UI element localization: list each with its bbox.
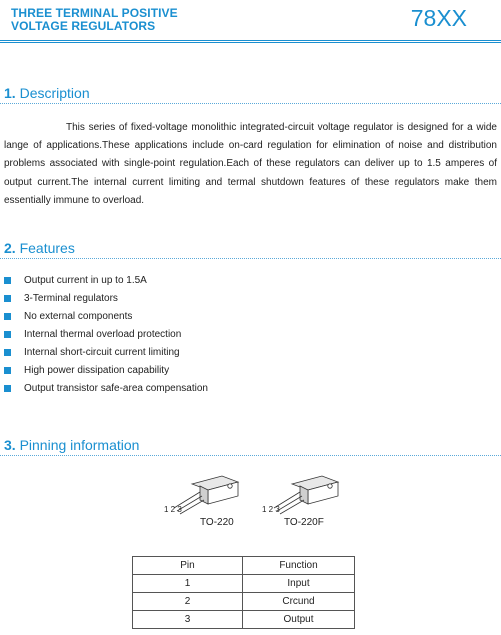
section-title: Pinning information: [15, 437, 140, 453]
section-title: Description: [15, 85, 90, 101]
table-header-cell: Function: [243, 557, 355, 575]
table-header-cell: Pin: [133, 557, 243, 575]
list-item: 3-Terminal regulators: [4, 292, 208, 310]
section-pinning-heading: [4, 437, 139, 453]
section-number: 2.: [4, 240, 16, 256]
square-bullet-icon: [4, 313, 11, 320]
table-cell: Input: [243, 575, 355, 593]
table-row: [133, 575, 355, 593]
square-bullet-icon: [4, 331, 11, 338]
section-divider: [0, 103, 501, 104]
section-features-heading: [4, 240, 75, 256]
table-header-row: [133, 557, 355, 575]
section-title: Features: [15, 240, 75, 256]
section-number: 1.: [4, 85, 16, 101]
features-list: [4, 274, 208, 400]
to220-package-icon: [160, 470, 360, 530]
list-item: Output transistor safe-area compensation: [4, 382, 208, 400]
section-divider: [0, 455, 501, 456]
section-number: 3.: [4, 437, 16, 453]
description-paragraph: [4, 119, 497, 210]
square-bullet-icon: [4, 385, 11, 392]
table-cell: 3: [133, 611, 243, 629]
table-cell: 2: [133, 593, 243, 611]
square-bullet-icon: [4, 277, 11, 284]
pin-table: [132, 556, 355, 629]
section-divider: [0, 258, 501, 259]
part-number: 78XX: [410, 5, 467, 31]
list-item: No external components: [4, 310, 208, 328]
table-cell: Output: [243, 611, 355, 629]
table-row: [133, 611, 355, 629]
list-item: Internal short-circuit current limiting: [4, 346, 208, 364]
header-divider: [0, 40, 501, 43]
pin-numbers-label: 1 2 3: [164, 505, 182, 514]
header-title-line-2: VOLTAGE REGULATORS: [11, 19, 156, 33]
square-bullet-icon: [4, 367, 11, 374]
pin-numbers-label: 1 2 3: [262, 505, 280, 514]
square-bullet-icon: [4, 295, 11, 302]
list-item: Output current in up to 1.5A: [4, 274, 208, 292]
table-row: [133, 593, 355, 611]
package-name-to220: TO-220: [200, 517, 234, 528]
table-cell: Crcund: [243, 593, 355, 611]
description-text: This series of fixed-voltage monolithic integrated-circuit voltage regulator is designed for a wide lange of applications.These applications include on-card regulation for elimination of noise and distribution problems associated with single-point regulation.Each of these regulators can deliver up to 1.5 amperes of output current.The internal current limiting and termal shutdown features of these regulators make them essentially immune to overload.: [4, 122, 497, 206]
square-bullet-icon: [4, 349, 11, 356]
table-cell: 1: [133, 575, 243, 593]
package-name-to220f: TO-220F: [284, 517, 324, 528]
list-item: Internal thermal overload protection: [4, 328, 208, 346]
package-drawings: [160, 470, 360, 530]
list-item: High power dissipation capability: [4, 364, 208, 382]
header-title-line-1: THREE TERMINAL POSITIVE: [11, 6, 178, 20]
section-description-heading: [4, 85, 90, 101]
header-title: [11, 7, 178, 33]
document-header: [0, 0, 501, 40]
